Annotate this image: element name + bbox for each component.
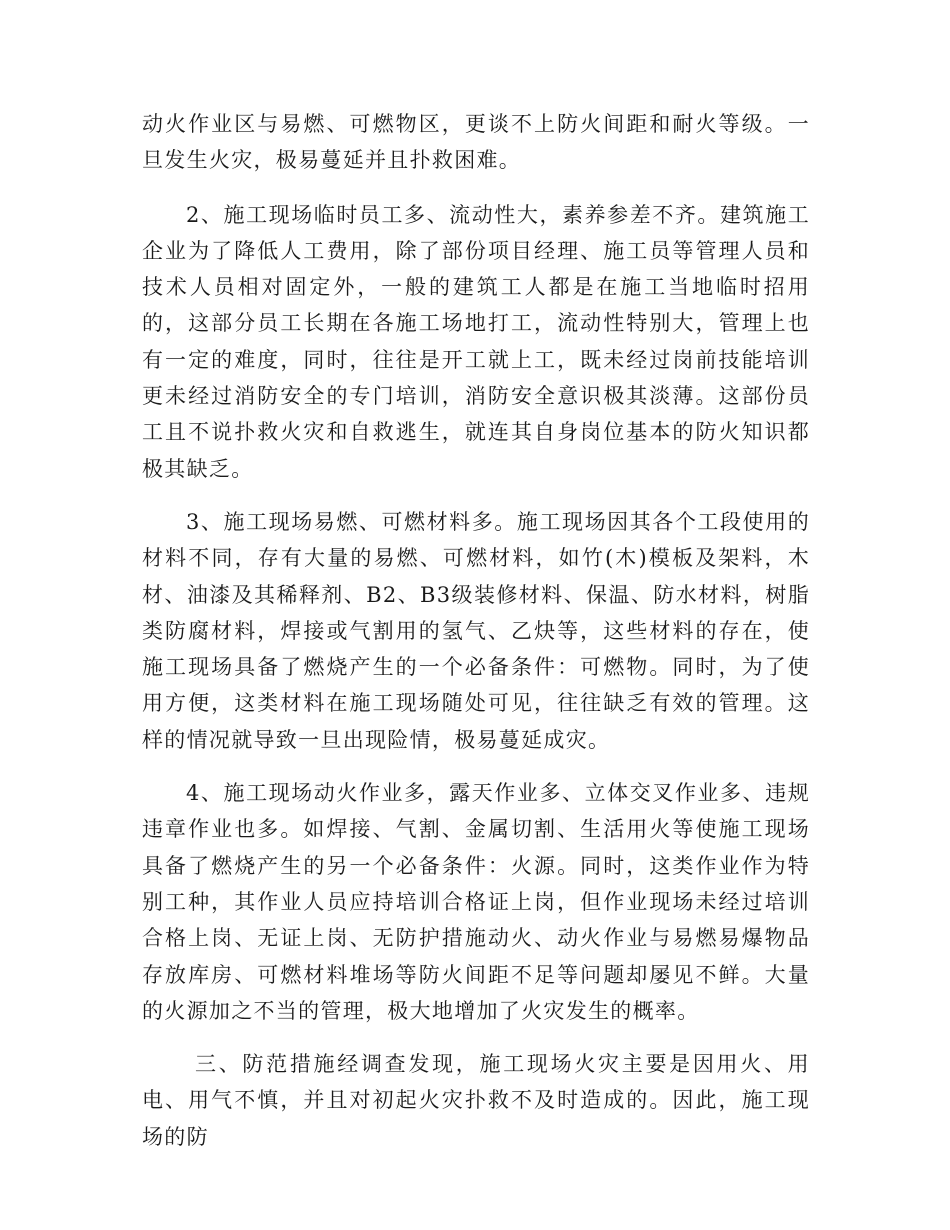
paragraph-section-3: 三、防范措施经调查发现，施工现场火灾主要是因用火、用电、用气不慎，并且对初起火灾扑救不及时造成的。因此，施工现场的防 bbox=[142, 1052, 810, 1149]
paragraph-item-2: 2、施工现场临时员工多、流动性大，素养参差不齐。建筑施工企业为了降低人工费用，除了部份项目经理、施工员等管理人员和技术人员相对固定外，一般的建筑工人都是在施工当地临时招用的，这部分员工长期在各施工场地打工，流动性特别大，管理上也有一定的难度，同时，往往是开工就上工，既未经过岗前技能培训更未经过消防安全的专门培训，消防安全意识极其淡薄。这部份员工且不说扑救火灾和自救逃生，就连其自身岗位基本的防火知识都极其缺乏。 bbox=[142, 202, 810, 481]
paragraph-item-4: 4、施工现场动火作业多，露天作业多、立体交叉作业多、违规违章作业也多。如焊接、气割、金属切割、生活用火等使施工现场具备了燃烧产生的另一个必备条件：火源。同时，这类作业作为特别工种，其作业人员应持培训合格证上岗，但作业现场未经过培训合格上岗、无证上岗、无防护措施动火、动火作业与易燃易爆物品存放库房、可燃材料堆场等防火间距不足等问题却屡见不鲜。大量的火源加之不当的管理，极大地增加了火灾发生的概率。 bbox=[142, 781, 810, 1023]
document-page bbox=[142, 106, 810, 1155]
paragraph-item-3: 3、施工现场易燃、可燃材料多。施工现场因其各个工段使用的材料不同，存有大量的易燃、可燃材料，如竹(木)模板及架料，木材、油漆及其稀释剂、B2、B3级装修材料、保温、防水材料，树脂类防腐材料，焊接或气割用的氢气、乙炔等，这些材料的存在，使施工现场具备了燃烧产生的一个必备条件：可燃物。同时，为了使用方便，这类材料在施工现场随处可见，往往缺乏有效的管理。这样的情况就导致一旦出现险情，极易蔓延成灾。 bbox=[142, 509, 810, 752]
paragraph-continuation: 动火作业区与易燃、可燃物区，更谈不上防火间距和耐火等级。一旦发生火灾，极易蔓延并且扑救困难。 bbox=[142, 112, 810, 173]
